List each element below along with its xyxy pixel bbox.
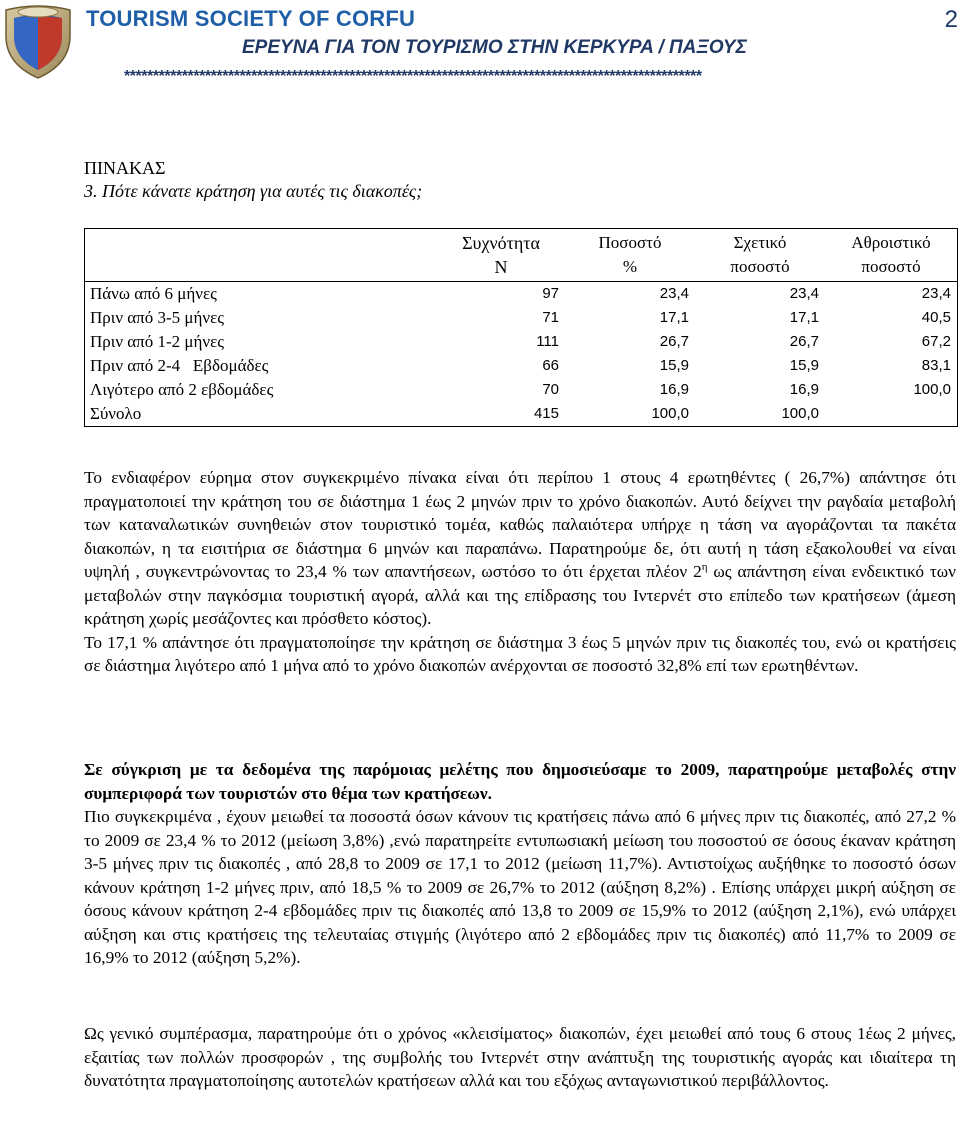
table-row <box>85 282 958 307</box>
organization-title: TOURISM SOCIETY OF CORFU <box>86 6 416 31</box>
row-percent: 26,7 <box>659 333 689 350</box>
page-number: 2 <box>944 6 958 33</box>
row-frequency: 97 <box>542 285 559 302</box>
row-label: Λιγότερο από 2 εβδομάδες <box>90 380 274 399</box>
header-frequency-line1: Συχνότητα <box>462 233 540 253</box>
paragraph-1-text: Το ενδιαφέρον εύρημα στον συγκεκριμένο πίνακα είναι ότι περίπου 1 στους 4 ερωτηθέντες ( 26,7%) απάντησε ότι πραγματοποιεί την κράτηση του σε διάστημα 1 έως 2 μηνών πριν το χρόνο διακοπών. Αυτό δείχνει την ραγδαία μεταβολή των καταναλωτικών συνηθειών στον τουριστικό τομέα, καθώς παλαιότερα υπήρχε η τάση να αγοράζονται τα πακέτα διακοπών, η τα εισιτήρια σε διάστημα 6 μηνών και παραπάνω. Παρατηρούμε δε, ότι αυτή η τάση εξακολουθεί να είναι υψηλή , συγκεντρώνοντας το 23,4 % των απαντήσεων, ωστόσο το ότι έρχεται πλέον 2 <box>84 468 956 581</box>
row-relative: 17,1 <box>789 309 819 326</box>
comparison-section <box>84 758 956 970</box>
table-row <box>85 306 958 330</box>
row-label: Σύνολο <box>90 404 142 423</box>
table-row <box>85 330 958 354</box>
row-cumulative <box>825 402 958 427</box>
analysis-paragraph-2: Το 17,1 % απάντησε ότι πραγματοποίησε την κράτηση σε διάστημα 3 έως 5 μηνών πριν τις διακοπές του, ενώ οι κρατήσεις σε διάστημα λιγότερο από 1 μήνα από το χρόνο διακοπών ανέρχονται σε ποσοστό 32,8% επί των ερωτηθέντων. <box>84 632 956 675</box>
header-cumulative-line2: ποσοστό <box>861 257 921 276</box>
society-logo <box>0 2 76 80</box>
table-row <box>85 354 958 378</box>
header-relative-percent <box>695 229 825 282</box>
row-relative: 15,9 <box>789 357 819 374</box>
header-cumulative-line1: Αθροιστικό <box>851 233 931 252</box>
header-divider-stars: **************************************************************************************************** <box>124 68 702 85</box>
row-cumulative: 67,2 <box>921 333 951 350</box>
ordinal-superscript: η <box>701 561 708 574</box>
row-frequency: 111 <box>536 333 559 350</box>
header-percent <box>565 229 695 282</box>
row-frequency: 415 <box>533 405 559 422</box>
row-relative: 26,7 <box>789 333 819 350</box>
row-label: Πριν από 3-5 μήνες <box>90 308 224 327</box>
row-percent: 17,1 <box>659 309 689 326</box>
frequency-table <box>84 228 958 427</box>
row-relative: 23,4 <box>789 285 819 302</box>
header-cumulative-percent <box>825 229 958 282</box>
question-title: 3. Πότε κάνατε κράτηση για αυτές τις διακοπές; <box>84 181 423 201</box>
table-row-total <box>85 402 958 427</box>
analysis-paragraph-1 <box>84 466 956 678</box>
table-header-row <box>85 229 958 282</box>
row-cumulative: 100,0 <box>913 381 951 398</box>
header-frequency-line2: N <box>494 257 508 277</box>
header-percent-line1: Ποσοστό <box>598 233 662 252</box>
row-percent: 16,9 <box>659 381 689 398</box>
paragraph-1-tail: ως απάντηση είναι ενδεικτικό των μεταβολών στην παγκόσμια τουριστική αγορά, αλλά και της επίδρασης του Ιντερνέτ στο επίπεδο των κρατήσεων (άμεση κράτηση χωρίς μεσάζοντες και πρόσθετο κόστος). <box>84 562 956 628</box>
row-relative: 16,9 <box>789 381 819 398</box>
header-category <box>85 229 438 282</box>
row-percent: 100,0 <box>651 405 689 422</box>
row-label: Πριν από 1-2 μήνες <box>90 332 224 351</box>
row-percent: 15,9 <box>659 357 689 374</box>
row-cumulative: 23,4 <box>921 285 951 302</box>
row-percent: 23,4 <box>659 285 689 302</box>
table-label: ΠΙΝΑΚΑΣ <box>84 158 166 178</box>
header-percent-line2: % <box>622 257 638 276</box>
header-relative-line1: Σχετικό <box>733 233 787 252</box>
comparison-paragraph: Πιο συγκεκριμένα , έχουν μειωθεί τα ποσοστά όσων κάνουν τις κρατήσεις πάνω από 6 μήνες πριν τις διακοπές, από 27,2 % το 2009 σε 23,4 % το 2012 (μείωση 3,8%) ,ενώ παρατηρείτε εντυπωσιακή μείωση του ποσοστού σε όσους έκαναν κράτηση 3-5 μήνες πριν τις διακοπές , από 28,8 το 2009 σε 17,1 το 2012 (μείωση 11,7%). Αντιστοίχως αυξήθηκε το ποσοστό όσων κάνουν κράτηση 1-2 μήνες πριν, από 18,5 % το 2009 σε 26,7% το 2012 (αύξηση 8,2%) . Επίσης υπάρχει μικρή αύξηση σε όσους κάνουν κράτηση 2-4 εβδομάδες πριν τις διακοπές από 13,8 το 2009 σε 15,9% το 2012 (αύξηση 2,1%), ενώ υπάρχει αύξηση και στις κρατήσεις της τελευταίας στιγμής (λιγότερο από 2 εβδομάδες πριν τις διακοπές) από 11,7% το 2009 σε 16,9% το 2012 (αύξηση 5,2%). <box>84 807 956 967</box>
row-cumulative: 40,5 <box>921 309 951 326</box>
row-label: Πάνω από 6 μήνες <box>90 284 217 303</box>
header-subtitle: ΕΡΕΥΝΑ ΓΙΑ ΤΟΝ ΤΟΥΡΙΣΜΟ ΣΤΗΝ ΚΕΡΚΥΡΑ / ΠΑΞΟΥΣ <box>242 37 747 58</box>
table-row <box>85 378 958 402</box>
row-label: Πριν από 2-4 Εβδομάδες <box>90 356 269 375</box>
row-frequency: 66 <box>542 357 559 374</box>
header-frequency <box>437 229 565 282</box>
conclusion-paragraph <box>84 1022 956 1093</box>
row-frequency: 71 <box>542 309 559 326</box>
header-relative-line2: ποσοστό <box>730 257 790 276</box>
conclusion-text: Ως γενικό συμπέρασμα, παρατηρούμε ότι ο χρόνος «κλεισίματος» διακοπών, έχει μειωθεί από τους 6 στους 1έως 2 μήνες, εξαιτίας των πολλών προσφορών , της συμβολής του Ιντερνέτ στην ανάπτυξη της τουριστικής αγοράς και ιδιαίτερα τη δυνατότητα πραγματοποίησης αυτοτελών κρατήσεων αλλά και του εξόχως ανταγωνιστικού περιβάλλοντος. <box>84 1024 956 1090</box>
row-frequency: 70 <box>542 381 559 398</box>
comparison-heading: Σε σύγκριση με τα δεδομένα της παρόμοιας μελέτης που δημοσιεύσαμε το 2009, παρατηρούμε μεταβολές στην συμπεριφορά των τουριστών στο θέμα των κρατήσεων. <box>84 760 956 803</box>
row-cumulative: 83,1 <box>921 357 951 374</box>
row-relative: 100,0 <box>781 405 819 422</box>
